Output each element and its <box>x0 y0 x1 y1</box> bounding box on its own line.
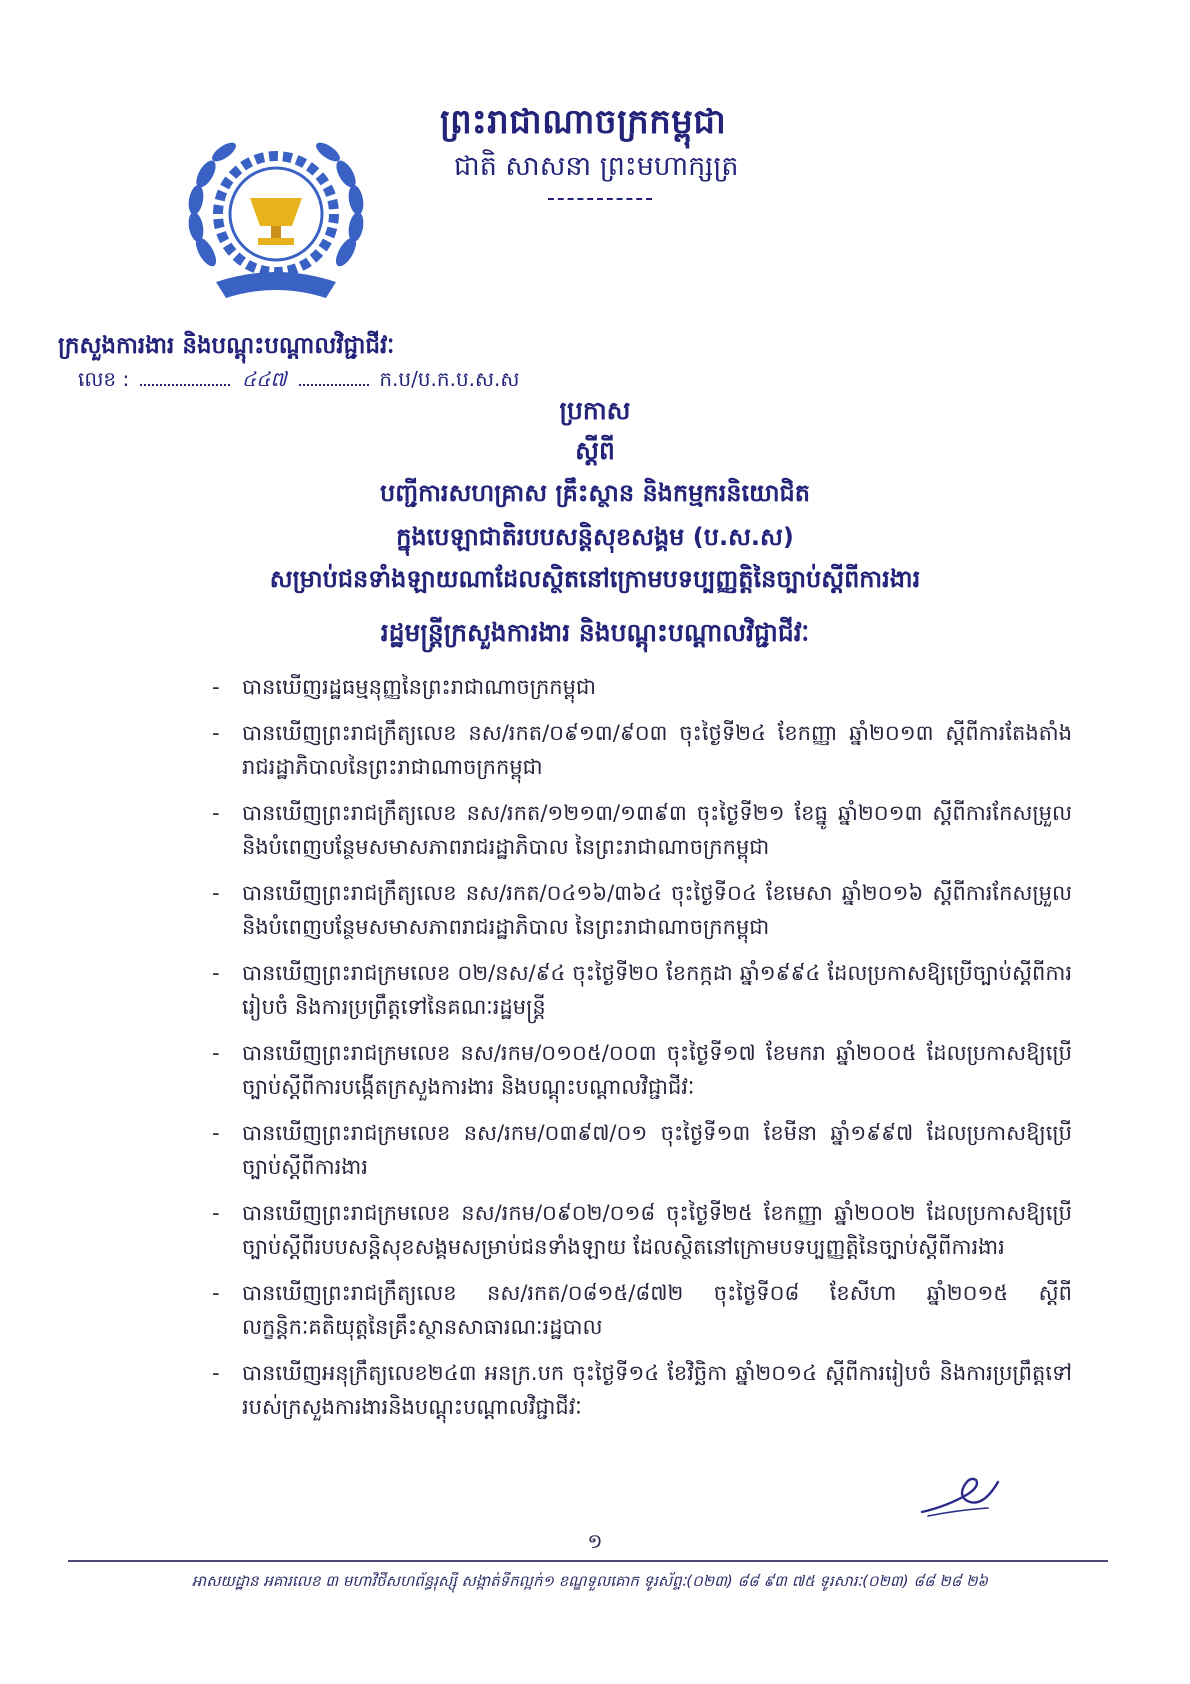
page-number: ១ <box>587 1529 603 1553</box>
national-motto: ជាតិ សាសនា ព្រះមហាក្សត្រ <box>454 151 739 182</box>
motto-divider <box>548 198 652 200</box>
document-title-line-2: ក្នុងបេឡាជាតិរបបសន្តិសុខសង្គម (ប.ស.ស) <box>396 523 794 551</box>
document-title-line-1: បញ្ជីការសហគ្រាស គ្រឹះស្ថាន និងកម្មករនិយោជិត <box>379 479 811 507</box>
list-item: - បានឃើញព្រះរាជក្រមលេខ នស/រកម/០៣៩៧/០១ ចុះថ្ងៃទី១៣ ខែមីនា ឆ្នាំ១៩៩៧ ដែលប្រកាសឱ្យប្រើច្បាប់ស្តីពីការងារ <box>212 1121 1072 1179</box>
list-item: - បានឃើញព្រះរាជក្រឹត្យលេខ នស/រកត/០៩១៣/៩០៣ ចុះថ្ងៃទី២៤ ខែកញ្ញា ឆ្នាំ២០១៣ ស្តីពីការតែងតាំងរាជរដ្ឋាភិបាលនៃព្រះរាជាណាចក្រកម្ពុជា <box>212 721 1072 779</box>
list-item: - បានឃើញព្រះរាជក្រឹត្យលេខ នស/រកត/០៨១៥/៨៧២ ចុះថ្ងៃទី០៨ ខែសីហា ឆ្នាំ២០១៥ ស្តីពីលក្ខន្តិកៈគតិយុត្តនៃគ្រឹះស្ថានសាធារណៈរដ្ឋបាល <box>212 1281 1072 1339</box>
minister-heading: រដ្ឋមន្ត្រីក្រសួងការងារ និងបណ្តុះបណ្តាលវិជ្ជាជីវៈ <box>380 618 810 647</box>
legal-basis-list <box>212 670 1072 1436</box>
list-item: - បានឃើញរដ្ឋធម្មនុញ្ញនៃព្រះរាជាណាចក្រកម្ពុជា <box>212 675 596 699</box>
document-about: ស្តីពី <box>575 436 615 465</box>
list-item: - បានឃើញព្រះរាជក្រមលេខ ០២/នស/៩៤ ចុះថ្ងៃទី២០ ខែកក្កដា ឆ្នាំ១៩៩៤ ដែលប្រកាសឱ្យប្រើច្បាប់ស្តីពីការរៀបចំ និងការប្រព្រឹត្តទៅនៃគណៈរដ្ឋមន្ត្រី <box>212 961 1072 1019</box>
footer-address: អាសយដ្ឋាន អគារលេខ ៣ មហាវិថីសហព័ន្ធរុស្ស៊ី សង្កាត់ទឹកល្អក់១ ខណ្ឌទួលគោក ទូរស័ព្ទៈ(០២៣) ៨៨ ៩៣ ៧៥ ទូរសារៈ(០២៣) ៨៨ ២៨ ២៦ <box>191 1572 989 1590</box>
document-type: ប្រកាស <box>559 396 631 425</box>
document-title-line-3: សម្រាប់ជនទាំងឡាយណាដែលស្ថិតនៅក្រោមបទប្បញ្ញត្តិនៃច្បាប់ស្តីពីការងារ <box>269 565 921 593</box>
reference-handwritten-number: ៤៤៧ <box>241 367 287 391</box>
reference-suffix: ក.ប/ប.ក.ប.ស.ស <box>379 367 520 391</box>
ministry-logo <box>176 122 376 310</box>
list-item: - បានឃើញអនុក្រឹត្យលេខ២៤៣ អនក្រ.បក ចុះថ្ងៃទី១៤ ខែវិច្ឆិកា ឆ្នាំ២០១៤ ស្តីពីការរៀបចំ និងការប្រព្រឹត្តទៅរបស់ក្រសួងការងារនិងបណ្តុះបណ្តាលវិជ្ជាជីវៈ <box>212 1361 1072 1419</box>
list-item: - បានឃើញព្រះរាជក្រមលេខ នស/រកម/០៩០២/០១៨ ចុះថ្ងៃទី២៥ ខែកញ្ញា ឆ្នាំ២០០២ ដែលប្រកាសឱ្យប្រើច្បាប់ស្តីពីរបបសន្តិសុខសង្គមសម្រាប់ជនទាំងឡាយ ដែលស្ថិតនៅក្រោមបទប្បញ្ញត្តិនៃច្បាប់ស្តីពីការងារ <box>212 1201 1072 1259</box>
dotted-line <box>140 384 230 386</box>
list-item: - បានឃើញព្រះរាជក្រឹត្យលេខ នស/រកត/០៤១៦/៣៦៤ ចុះថ្ងៃទី០៤ ខែមេសា ឆ្នាំ២០១៦ ស្តីពីការកែសម្រួល និងបំពេញបន្ថែមសមាសភាពរាជរដ្ឋាភិបាល នៃព្រះរាជាណាចក្រកម្ពុជា <box>212 881 1072 939</box>
initials-signature <box>918 1472 1004 1518</box>
footer-divider <box>68 1560 1108 1562</box>
list-item: - បានឃើញព្រះរាជក្រមលេខ នស/រកម/០១០៥/០០៣ ចុះថ្ងៃទី១៧ ខែមករា ឆ្នាំ២០០៥ ដែលប្រកាសឱ្យប្រើច្បាប់ស្តីពីការបង្កើតក្រសួងការងារ និងបណ្តុះបណ្តាលវិជ្ជាជីវៈ <box>212 1041 1072 1099</box>
reference-number <box>78 366 519 396</box>
reference-label: លេខ : <box>78 367 130 391</box>
ministry-name: ក្រសួងការងារ និងបណ្តុះបណ្តាលវិជ្ជាជីវៈ <box>58 333 395 359</box>
list-item: - បានឃើញព្រះរាជក្រឹត្យលេខ នស/រកត/១២១៣/១៣៩៣ ចុះថ្ងៃទី២១ ខែធ្នូ ឆ្នាំ២០១៣ ស្តីពីការកែសម្រួល និងបំពេញបន្ថែមសមាសភាពរាជរដ្ឋាភិបាល នៃព្រះរាជាណាចក្រកម្ពុជា <box>212 801 1072 859</box>
dotted-line <box>299 384 369 386</box>
kingdom-heading: ព្រះរាជាណាចក្រកម្ពុជា <box>440 102 727 142</box>
